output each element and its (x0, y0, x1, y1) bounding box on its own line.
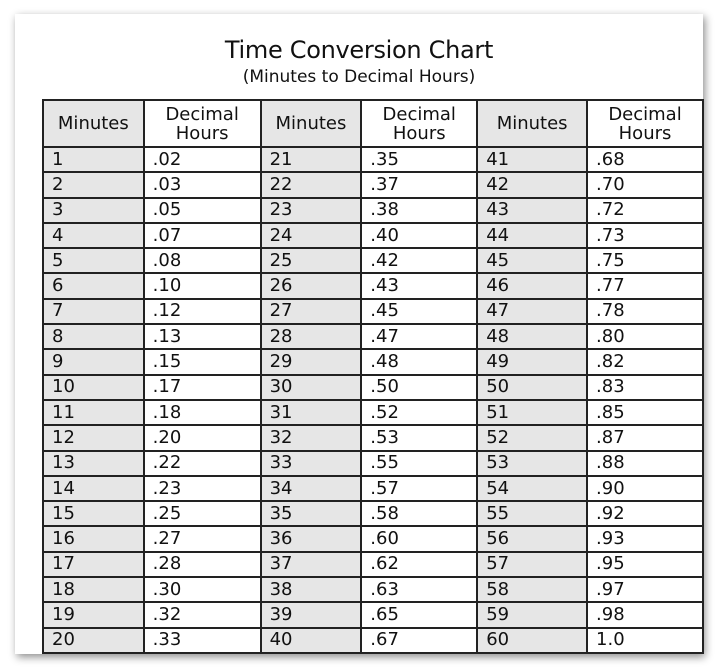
header-decimal-hours: Decimal Hours (361, 100, 477, 147)
minutes-cell: 52 (477, 425, 587, 450)
minutes-cell: 3 (43, 198, 144, 223)
decimal-hours-cell: .65 (361, 602, 477, 627)
table-row (43, 476, 703, 501)
minutes-cell: 28 (261, 324, 362, 349)
minutes-cell: 11 (43, 400, 144, 425)
conversion-table (42, 99, 704, 654)
decimal-hours-cell: .70 (587, 172, 703, 197)
minutes-cell: 6 (43, 273, 144, 298)
decimal-hours-cell: .12 (144, 299, 261, 324)
decimal-hours-cell: .67 (361, 628, 477, 653)
table-row (43, 324, 703, 349)
decimal-hours-cell: .33 (144, 628, 261, 653)
header-row (43, 100, 703, 147)
decimal-hours-cell: .08 (144, 248, 261, 273)
minutes-cell: 2 (43, 172, 144, 197)
decimal-hours-cell: .25 (144, 501, 261, 526)
decimal-hours-cell: .27 (144, 526, 261, 551)
minutes-cell: 41 (477, 147, 587, 172)
minutes-cell: 15 (43, 501, 144, 526)
minutes-cell: 14 (43, 476, 144, 501)
decimal-hours-cell: .37 (361, 172, 477, 197)
minutes-cell: 36 (261, 526, 362, 551)
table-row (43, 349, 703, 374)
decimal-hours-cell: .47 (361, 324, 477, 349)
decimal-hours-cell: .85 (587, 400, 703, 425)
decimal-hours-cell: .07 (144, 223, 261, 248)
decimal-hours-cell: .42 (361, 248, 477, 273)
decimal-hours-cell: .58 (361, 501, 477, 526)
decimal-hours-cell: .68 (587, 147, 703, 172)
decimal-hours-cell: .95 (587, 552, 703, 577)
decimal-hours-cell: .63 (361, 577, 477, 602)
minutes-cell: 8 (43, 324, 144, 349)
header-minutes: Minutes (261, 100, 362, 147)
minutes-cell: 47 (477, 299, 587, 324)
minutes-cell: 43 (477, 198, 587, 223)
minutes-cell: 13 (43, 451, 144, 476)
minutes-cell: 51 (477, 400, 587, 425)
decimal-hours-cell: .53 (361, 425, 477, 450)
minutes-cell: 44 (477, 223, 587, 248)
minutes-cell: 35 (261, 501, 362, 526)
minutes-cell: 56 (477, 526, 587, 551)
minutes-cell: 59 (477, 602, 587, 627)
decimal-hours-cell: .62 (361, 552, 477, 577)
minutes-cell: 26 (261, 273, 362, 298)
decimal-hours-cell: .20 (144, 425, 261, 450)
header-decimal-hours: Decimal Hours (144, 100, 261, 147)
minutes-cell: 27 (261, 299, 362, 324)
decimal-hours-cell: .77 (587, 273, 703, 298)
decimal-hours-cell: .97 (587, 577, 703, 602)
decimal-hours-cell: .48 (361, 349, 477, 374)
decimal-hours-cell: .38 (361, 198, 477, 223)
decimal-hours-cell: .45 (361, 299, 477, 324)
minutes-cell: 54 (477, 476, 587, 501)
decimal-hours-cell: .22 (144, 451, 261, 476)
minutes-cell: 33 (261, 451, 362, 476)
decimal-hours-cell: .80 (587, 324, 703, 349)
decimal-hours-cell: .60 (361, 526, 477, 551)
table-row (43, 602, 703, 627)
table-row (43, 400, 703, 425)
header-minutes: Minutes (477, 100, 587, 147)
minutes-cell: 9 (43, 349, 144, 374)
minutes-cell: 32 (261, 425, 362, 450)
decimal-hours-cell: .05 (144, 198, 261, 223)
minutes-cell: 10 (43, 375, 144, 400)
minutes-cell: 39 (261, 602, 362, 627)
minutes-cell: 21 (261, 147, 362, 172)
minutes-cell: 45 (477, 248, 587, 273)
decimal-hours-cell: .93 (587, 526, 703, 551)
minutes-cell: 25 (261, 248, 362, 273)
decimal-hours-cell: .57 (361, 476, 477, 501)
decimal-hours-cell: .13 (144, 324, 261, 349)
decimal-hours-cell: .90 (587, 476, 703, 501)
decimal-hours-cell: .32 (144, 602, 261, 627)
decimal-hours-cell: .52 (361, 400, 477, 425)
minutes-cell: 22 (261, 172, 362, 197)
decimal-hours-cell: .18 (144, 400, 261, 425)
table-row (43, 577, 703, 602)
minutes-cell: 5 (43, 248, 144, 273)
chart-title: Time Conversion Chart (224, 36, 494, 64)
table-row (43, 299, 703, 324)
minutes-cell: 4 (43, 223, 144, 248)
minutes-cell: 57 (477, 552, 587, 577)
decimal-hours-cell: .83 (587, 375, 703, 400)
minutes-cell: 40 (261, 628, 362, 653)
table-row (43, 273, 703, 298)
decimal-hours-cell: .50 (361, 375, 477, 400)
decimal-hours-cell: .92 (587, 501, 703, 526)
header-minutes: Minutes (43, 100, 144, 147)
minutes-cell: 1 (43, 147, 144, 172)
minutes-cell: 48 (477, 324, 587, 349)
table-row (43, 451, 703, 476)
minutes-cell: 7 (43, 299, 144, 324)
table-row (43, 552, 703, 577)
decimal-hours-cell: .30 (144, 577, 261, 602)
minutes-cell: 38 (261, 577, 362, 602)
decimal-hours-cell: .43 (361, 273, 477, 298)
table-row (43, 501, 703, 526)
minutes-cell: 49 (477, 349, 587, 374)
minutes-cell: 53 (477, 451, 587, 476)
decimal-hours-cell: .82 (587, 349, 703, 374)
minutes-cell: 16 (43, 526, 144, 551)
decimal-hours-cell: .15 (144, 349, 261, 374)
decimal-hours-cell: .87 (587, 425, 703, 450)
minutes-cell: 31 (261, 400, 362, 425)
decimal-hours-cell: .78 (587, 299, 703, 324)
decimal-hours-cell: .98 (587, 602, 703, 627)
minutes-cell: 19 (43, 602, 144, 627)
minutes-cell: 23 (261, 198, 362, 223)
header-decimal-hours: Decimal Hours (587, 100, 703, 147)
decimal-hours-cell: .35 (361, 147, 477, 172)
minutes-cell: 58 (477, 577, 587, 602)
decimal-hours-cell: .03 (144, 172, 261, 197)
chart-card (15, 14, 703, 654)
table-row (43, 223, 703, 248)
decimal-hours-cell: .75 (587, 248, 703, 273)
table-row (43, 375, 703, 400)
decimal-hours-cell: 1.0 (587, 628, 703, 653)
decimal-hours-cell: .88 (587, 451, 703, 476)
decimal-hours-cell: .17 (144, 375, 261, 400)
minutes-cell: 34 (261, 476, 362, 501)
decimal-hours-cell: .10 (144, 273, 261, 298)
decimal-hours-cell: .28 (144, 552, 261, 577)
decimal-hours-cell: .55 (361, 451, 477, 476)
minutes-cell: 30 (261, 375, 362, 400)
minutes-cell: 42 (477, 172, 587, 197)
decimal-hours-cell: .02 (144, 147, 261, 172)
decimal-hours-cell: .40 (361, 223, 477, 248)
decimal-hours-cell: .72 (587, 198, 703, 223)
table-row (43, 147, 703, 172)
table-row (43, 628, 703, 653)
minutes-cell: 55 (477, 501, 587, 526)
minutes-cell: 29 (261, 349, 362, 374)
chart-subtitle: (Minutes to Decimal Hours) (242, 67, 476, 87)
table-row (43, 425, 703, 450)
minutes-cell: 37 (261, 552, 362, 577)
table-row (43, 248, 703, 273)
table-row (43, 198, 703, 223)
minutes-cell: 20 (43, 628, 144, 653)
minutes-cell: 60 (477, 628, 587, 653)
minutes-cell: 17 (43, 552, 144, 577)
table-row (43, 172, 703, 197)
table-row (43, 526, 703, 551)
minutes-cell: 12 (43, 425, 144, 450)
decimal-hours-cell: .73 (587, 223, 703, 248)
minutes-cell: 50 (477, 375, 587, 400)
decimal-hours-cell: .23 (144, 476, 261, 501)
minutes-cell: 18 (43, 577, 144, 602)
minutes-cell: 24 (261, 223, 362, 248)
minutes-cell: 46 (477, 273, 587, 298)
